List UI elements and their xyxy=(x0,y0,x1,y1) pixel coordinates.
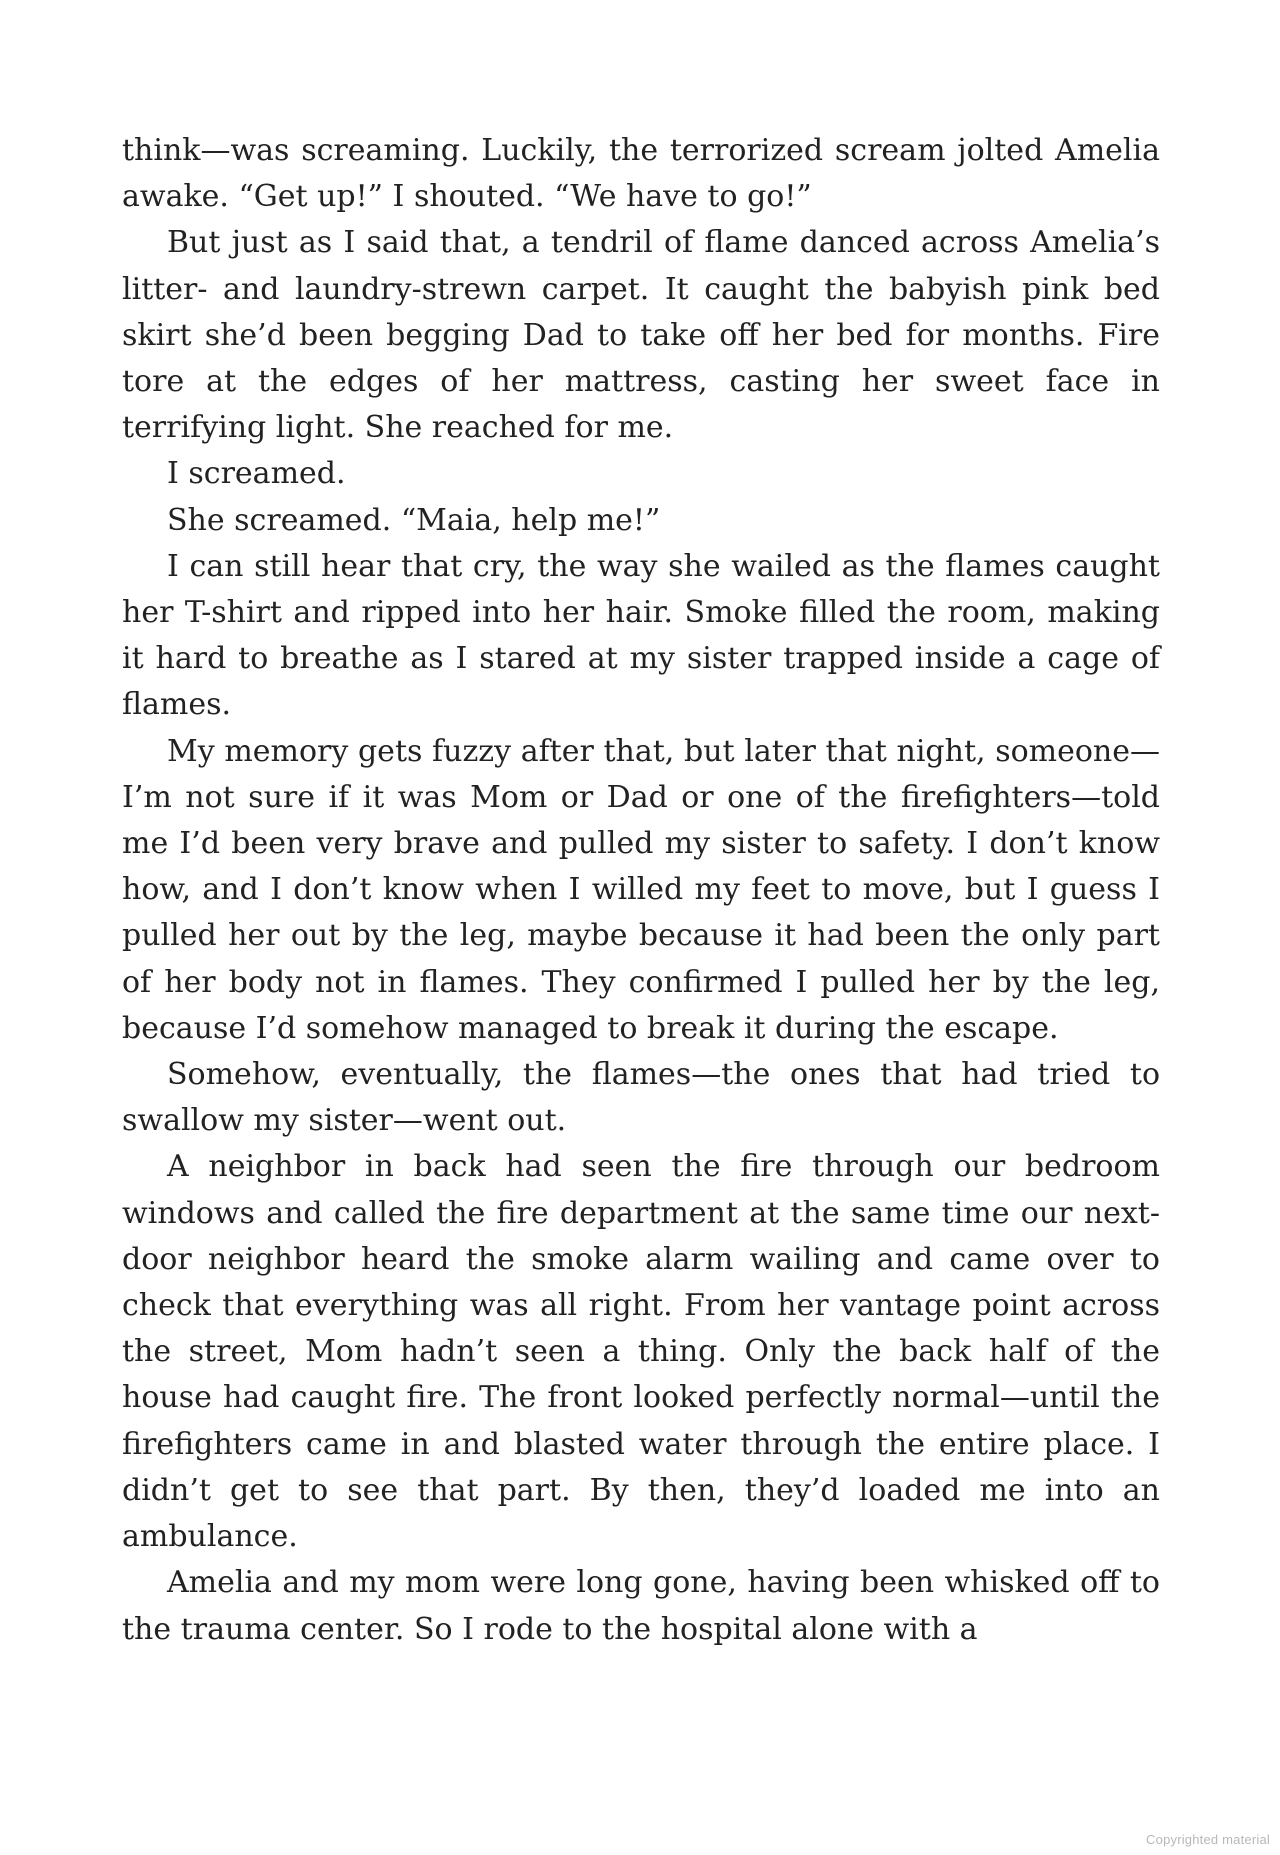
paragraph: I can still hear that cry, the way she wailed as the flames caught her T-shirt and ripped into her hair. Smoke filled the room, making it hard to breathe as I stared at my sister trapped inside a cage of flames. xyxy=(122,548,1160,723)
paragraph: But just as I said that, a tendril of flame danced across Amelia’s litter- and laundry-strewn carpet. It caught the babyish pink bed skirt she’d been begging Dad to take off her bed for months. Fire tore at the edges of her mattress, casting her sweet face in terrifying light. She reached for me. xyxy=(122,225,1160,446)
paragraph: think—was screaming. Luckily, the terrorized scream jolted Amelia awake. “Get up!” I shouted. “We have to go!” xyxy=(122,133,1160,215)
paragraph: A neighbor in back had seen the fire through our bedroom windows and called the fire department at the same time our next-door neighbor heard the smoke alarm wailing and came over to check that everything was all right. From her vantage point across the street, Mom hadn’t seen a thing. Only the back half of the house had caught fire. The front looked perfectly normal—until the firefighters came in and blasted water through the entire place. I didn’t get to see that part. By then, they’d loaded me into an ambulance. xyxy=(122,1149,1160,1555)
body-text xyxy=(122,128,1160,1653)
paragraph: Amelia and my mom were long gone, having been whisked off to the trauma center. So I rode to the hospital alone with a xyxy=(122,1565,1160,1647)
paragraph: She screamed. “Maia, help me!” xyxy=(167,502,661,538)
copyright-watermark: Copyrighted material xyxy=(1146,1832,1270,1847)
paragraph: I screamed. xyxy=(167,456,346,492)
paragraph: My memory gets fuzzy after that, but later that night, someone—I’m not sure if it was Mom or Dad or one of the firefighters—told me I’d been very brave and pulled my sister to safety. I don’t know how, and I don’t know when I willed my feet to move, but I guess I pulled her out by the leg, maybe because it had been the only part of her body not in flames. They confirmed I pulled her by the leg, because I’d somehow managed to break it during the escape. xyxy=(122,733,1160,1046)
paragraph: Somehow, eventually, the flames—the ones that had tried to swallow my sister—went out. xyxy=(122,1057,1160,1139)
